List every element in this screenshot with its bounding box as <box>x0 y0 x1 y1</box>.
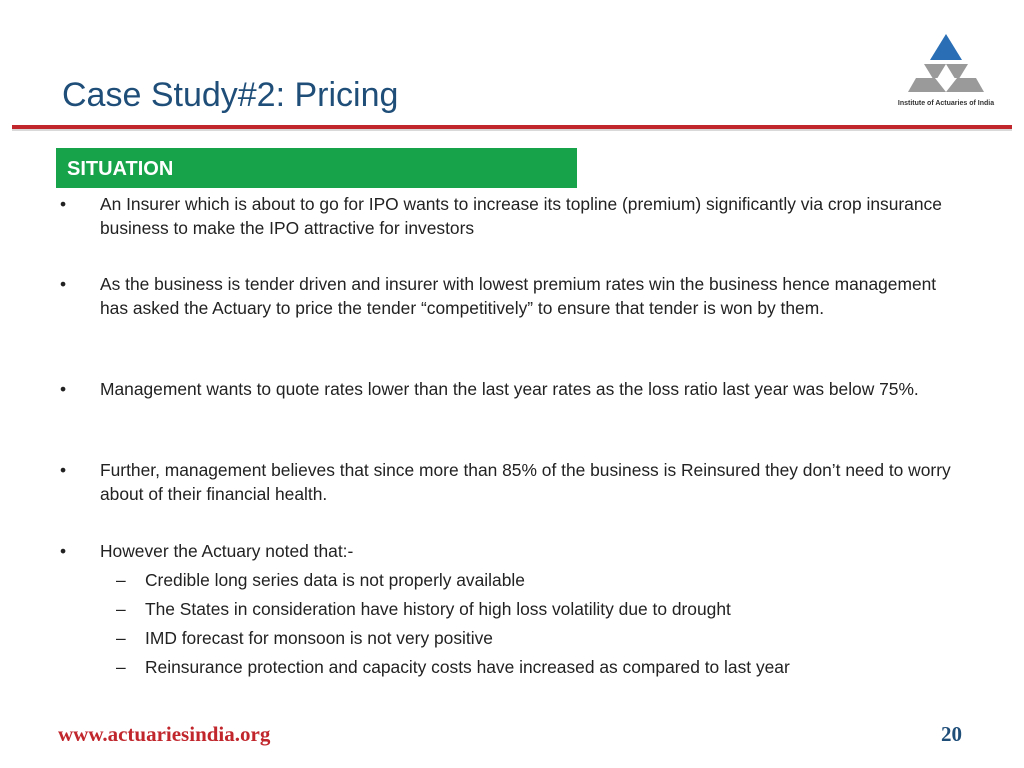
dash-glyph: – <box>116 599 126 619</box>
slide-title: Case Study#2: Pricing <box>62 76 399 114</box>
bullet-glyph: • <box>60 274 67 294</box>
sub-bullet-text: IMD forecast for monsoon is not very positive <box>145 628 493 648</box>
logo-caption: Institute of Actuaries of India <box>897 100 995 107</box>
bullet-text: As the business is tender driven and insurer with lowest premium rates win the business hence management has asked the Actuary to price the tender “competitively” to ensure that tender is won by them. <box>100 274 937 318</box>
dash-glyph: – <box>116 570 126 590</box>
title-divider-grey <box>12 129 1012 131</box>
sub-bullet-text: The States in consideration have history of high loss volatility due to drought <box>145 599 731 619</box>
bullet-text: Management wants to quote rates lower than the last year rates as the loss ratio last year was below 75%. <box>100 379 919 399</box>
dash-glyph: – <box>116 657 126 677</box>
dash-glyph: – <box>116 628 126 648</box>
bullet-glyph: • <box>60 541 67 561</box>
bullet-glyph: • <box>60 379 67 399</box>
situation-header: SITUATION <box>56 148 577 188</box>
bullet-glyph: • <box>60 460 67 480</box>
bullet-text: Further, management believes that since more than 85% of the business is Reinsured they don’t need to worry about of their financial health. <box>100 460 951 504</box>
bullet-glyph: • <box>60 194 67 214</box>
bullet-text: However the Actuary noted that:- <box>100 541 354 561</box>
logo-triangle-icon <box>896 30 996 100</box>
page-number: 20 <box>941 722 962 746</box>
sub-bullet-text: Reinsurance protection and capacity costs have increased as compared to last year <box>145 657 790 677</box>
sub-bullet-text: Credible long series data is not properly available <box>145 570 525 590</box>
bullet-text: An Insurer which is about to go for IPO wants to increase its topline (premium) significantly via crop insurance business to make the IPO attractive for investors <box>100 194 942 238</box>
institute-logo <box>896 30 996 116</box>
footer-website-link[interactable]: www.actuariesindia.org <box>58 722 271 746</box>
